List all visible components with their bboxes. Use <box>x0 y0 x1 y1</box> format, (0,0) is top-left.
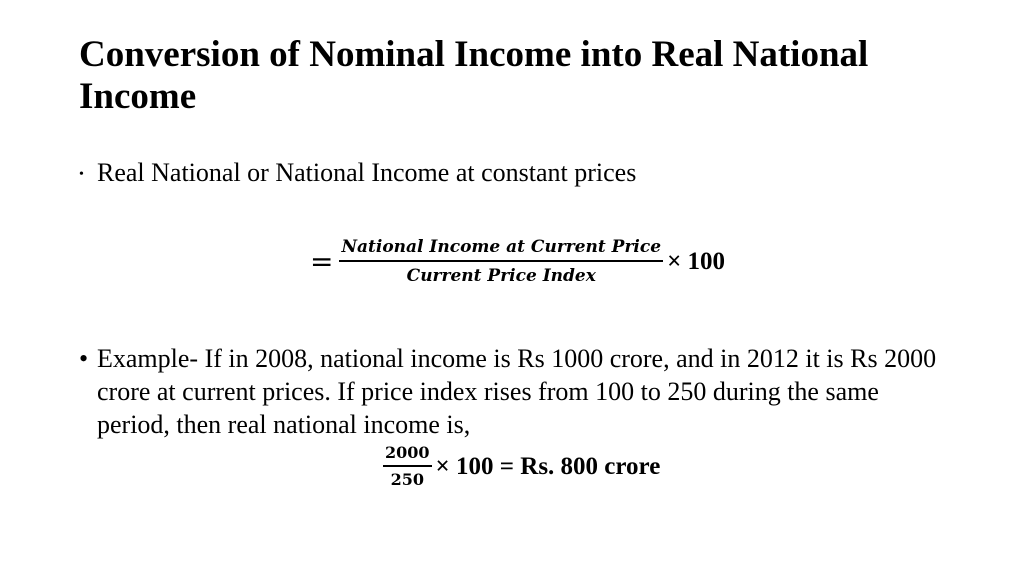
formula-example <box>383 443 660 490</box>
bullet-example <box>79 342 949 441</box>
fraction-numerator: National Income at Current Price <box>341 237 662 257</box>
bullet-definition <box>79 156 879 189</box>
bullet-text: Example- If in 2008, national income is Rs 1000 crore, and in 2012 it is Rs 2000 crore at current prices. If price index rises from 100 to 250 during the same period, then real national income is, <box>97 344 937 439</box>
formula-real-income <box>310 236 725 287</box>
fraction <box>383 443 432 490</box>
fraction-numerator: 2000 <box>385 443 430 462</box>
fraction-denominator: Current Price Index <box>406 266 596 286</box>
multiplier: × 100 <box>667 247 726 275</box>
example-result: × 100 = Rs. 800 crore <box>435 452 661 480</box>
fraction-bar <box>339 260 663 262</box>
bullet-text: Real National or National Income at constant prices <box>97 158 637 187</box>
fraction-denominator: 250 <box>390 470 424 489</box>
slide-title: Conversion of Nominal Income into Real National Income <box>79 34 869 117</box>
fraction <box>339 236 663 287</box>
bullet-marker: • <box>79 344 89 373</box>
fraction-bar <box>383 465 432 467</box>
bullet-marker: • <box>79 167 84 182</box>
equals-sign: = <box>310 245 334 278</box>
